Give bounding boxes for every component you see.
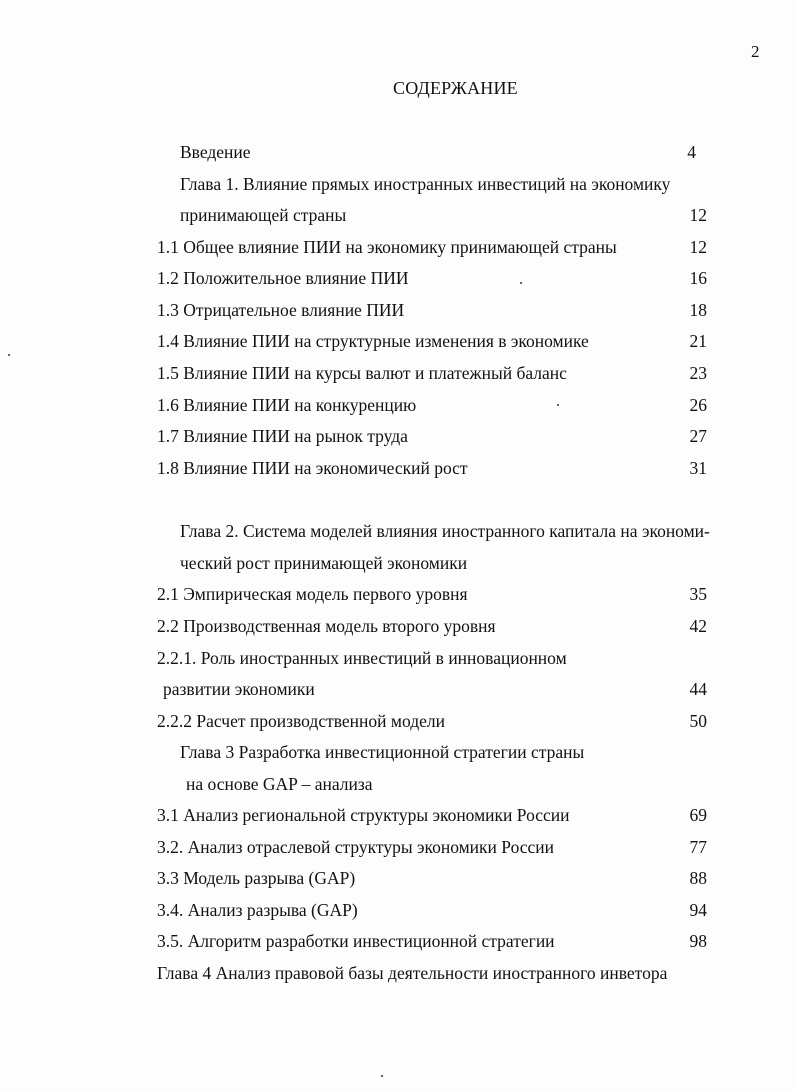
toc-entry-3-2: 3.2. Анализ отраслевой структуры экономики России — [157, 837, 555, 857]
toc-page-2-2: 42 — [689, 616, 707, 636]
toc-entry-1-3: 1.3 Отрицательное влияние ПИИ — [157, 300, 405, 320]
toc-entry-intro: Введение — [180, 142, 251, 162]
scan-speck — [8, 354, 10, 356]
toc-page-chapter-1: 12 — [689, 205, 707, 225]
toc-page-1-7: 27 — [689, 426, 707, 446]
toc-entry-3-3: 3.3 Модель разрыва (GAP) — [157, 868, 356, 888]
toc-entry-1-2: 1.2 Положительное влияние ПИИ — [157, 268, 409, 288]
toc-entry-2-2-2: 2.2.2 Расчет производственной модели — [157, 711, 445, 731]
toc-entry-2-1: 2.1 Эмпирическая модель первого уровня — [157, 584, 468, 604]
toc-page-3-3: 88 — [689, 868, 707, 888]
toc-entry-3-4: 3.4. Анализ разрыва (GAP) — [157, 900, 358, 920]
toc-page-1-3: 18 — [689, 300, 707, 320]
toc-entry-1-5: 1.5 Влияние ПИИ на курсы валют и платежный баланс — [157, 363, 567, 383]
page-number: 2 — [751, 42, 760, 61]
toc-entry-3-5: 3.5. Алгоритм разработки инвестиционной стратегии — [157, 931, 555, 951]
toc-page-3-5: 98 — [689, 931, 707, 951]
toc-entry-1-1: 1.1 Общее влияние ПИИ на экономику принимающей страны — [157, 237, 617, 257]
toc-entry-1-8: 1.8 Влияние ПИИ на экономический рост — [157, 458, 468, 478]
toc-page-2-1: 35 — [689, 584, 707, 604]
toc-title: СОДЕРЖАНИЕ — [393, 78, 518, 98]
toc-entry-chapter-2: Глава 2. Система моделей влияния иностранного капитала на экономи- — [180, 521, 710, 541]
toc-page-1-5: 23 — [689, 363, 707, 383]
toc-entry-chapter-1: Глава 1. Влияние прямых иностранных инвестиций на экономику — [180, 174, 671, 194]
toc-page-1-6: 26 — [689, 395, 707, 415]
toc-page-2-2-1: 44 — [689, 679, 707, 699]
toc-page-3-1: 69 — [689, 805, 707, 825]
toc-page-3-4: 94 — [689, 900, 707, 920]
scan-speck — [557, 404, 559, 406]
toc-page-3-2: 77 — [689, 837, 707, 857]
toc-entry-3-1: 3.1 Анализ региональной структуры экономики России — [157, 805, 570, 825]
toc-page-1-8: 31 — [689, 458, 707, 478]
toc-entry-1-4: 1.4 Влияние ПИИ на структурные изменения в экономике — [157, 331, 589, 351]
toc-entry-chapter-2-cont: ческий рост принимающей экономики — [180, 553, 468, 573]
toc-entry-chapter-3: Глава 3 Разработка инвестиционной стратегии страны — [180, 742, 585, 762]
toc-entry-2-2: 2.2 Производственная модель второго уровня — [157, 616, 496, 636]
scan-speck — [520, 282, 522, 284]
toc-entry-2-2-1: 2.2.1. Роль иностранных инвестиций в инновационном — [157, 648, 567, 668]
toc-page-1-4: 21 — [689, 331, 707, 351]
toc-entry-chapter-1-cont: принимающей страны — [180, 205, 347, 225]
toc-entry-chapter-3-cont: на основе GAP – анализа — [186, 774, 373, 794]
toc-entry-1-6: 1.6 Влияние ПИИ на конкуренцию — [157, 395, 417, 415]
toc-entry-chapter-4: Глава 4 Анализ правовой базы деятельности иностранного инветора — [157, 963, 668, 983]
scan-speck — [381, 1075, 383, 1077]
toc-page-intro: 4 — [687, 142, 696, 162]
toc-page-1-2: 16 — [689, 268, 707, 288]
toc-page-1-1: 12 — [689, 237, 707, 257]
toc-entry-1-7: 1.7 Влияние ПИИ на рынок труда — [157, 426, 408, 446]
toc-entry-2-2-1-cont: развитии экономики — [163, 679, 315, 699]
toc-page-2-2-2: 50 — [689, 711, 707, 731]
